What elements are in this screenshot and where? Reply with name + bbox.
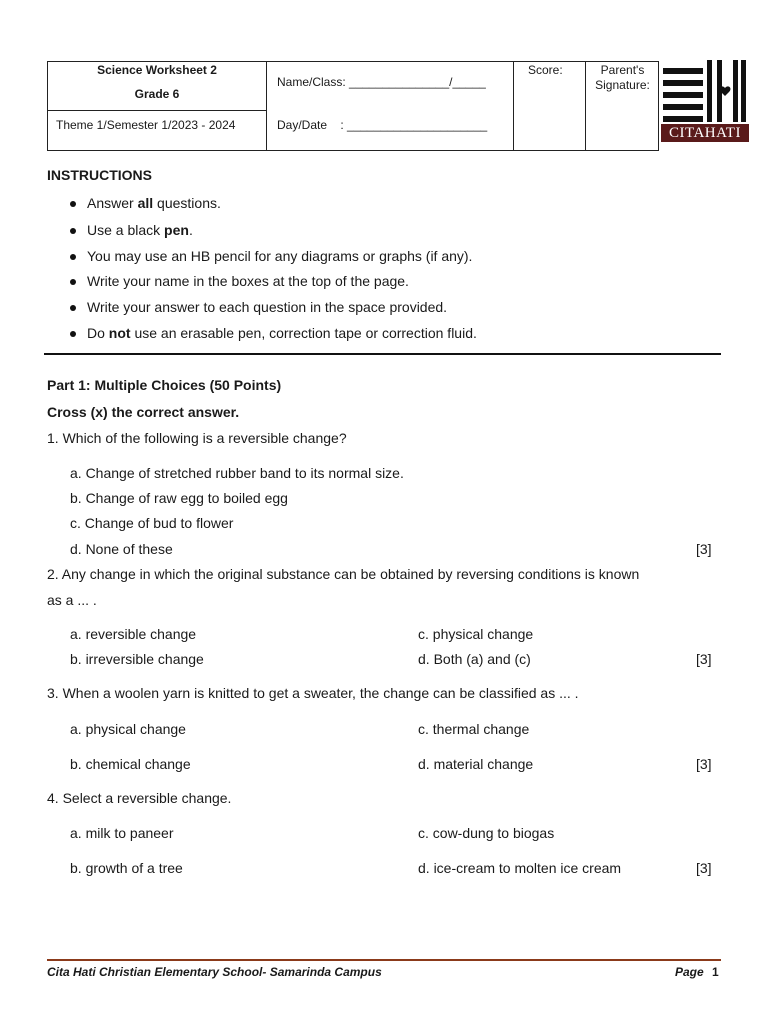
bullet-icon <box>70 279 76 285</box>
instruction-item: Answer all questions. <box>87 195 221 211</box>
instruction-item: Write your answer to each question in the space provided. <box>87 299 448 315</box>
q1-option-c[interactable]: c. Change of bud to flower <box>70 515 234 531</box>
footer-page-label: Page <box>675 965 704 979</box>
question-2-line1: 2. Any change in which the original substance can be obtained by reversing conditions is known <box>47 566 640 582</box>
school-logo <box>661 58 749 144</box>
bullet-icon <box>70 228 76 234</box>
footer-school: Cita Hati Christian Elementary School- Samarinda Campus <box>47 965 382 979</box>
section-divider <box>44 353 721 355</box>
q1-option-b[interactable]: b. Change of raw egg to boiled egg <box>70 490 288 506</box>
header-table <box>47 61 659 151</box>
q3-option-c[interactable]: c. thermal change <box>418 721 530 737</box>
part1-subtitle: Cross (x) the correct answer. <box>47 404 240 420</box>
bullet-icon <box>70 305 76 311</box>
worksheet-title: Science Worksheet 2 <box>97 63 217 77</box>
q2-marks: [3] <box>696 651 712 667</box>
q1-option-d[interactable]: d. None of these <box>70 541 173 557</box>
question-3: 3. When a woolen yarn is knitted to get a sweater, the change can be classified as ... . <box>47 685 579 701</box>
q4-option-d[interactable]: d. ice-cream to molten ice cream <box>418 860 622 876</box>
q2-option-c[interactable]: c. physical change <box>418 626 534 642</box>
q1-option-a[interactable]: a. Change of stretched rubber band to its normal size. <box>70 465 404 481</box>
q4-marks: [3] <box>696 860 712 876</box>
q1-marks: [3] <box>696 541 712 557</box>
parent-signature-label-2: Signature: <box>595 78 650 92</box>
q2-option-a[interactable]: a. reversible change <box>70 626 197 642</box>
q4-option-c[interactable]: c. cow-dung to biogas <box>418 825 555 841</box>
instruction-item: Do not use an erasable pen, correction tape or correction fluid. <box>87 325 477 341</box>
day-date-field[interactable]: Day/Date : _____________________ <box>277 118 488 132</box>
footer-page-number: 1 <box>712 965 719 979</box>
part1-title: Part 1: Multiple Choices (50 Points) <box>47 377 282 393</box>
q3-marks: [3] <box>696 756 712 772</box>
bullet-icon <box>70 201 76 207</box>
q4-option-b[interactable]: b. growth of a tree <box>70 860 183 876</box>
grade-label: Grade 6 <box>134 87 180 101</box>
question-4: 4. Select a reversible change. <box>47 790 232 806</box>
instructions-heading: INSTRUCTIONS <box>47 167 152 183</box>
q2-option-d[interactable]: d. Both (a) and (c) <box>418 651 531 667</box>
question-1: 1. Which of the following is a reversible change? <box>47 430 347 446</box>
q2-option-b[interactable]: b. irreversible change <box>70 651 204 667</box>
theme-label: Theme 1/Semester 1/2023 - 2024 <box>56 118 236 132</box>
score-box: Score: <box>528 63 563 77</box>
bullet-icon <box>70 254 76 260</box>
instruction-item: You may use an HB pencil for any diagrams or graphs (if any). <box>87 248 473 264</box>
instruction-item: Use a black pen. <box>87 222 193 238</box>
q3-option-a[interactable]: a. physical change <box>70 721 186 737</box>
q4-option-a[interactable]: a. milk to paneer <box>70 825 174 841</box>
logo-text: CITAHATI <box>669 125 741 141</box>
q3-option-d[interactable]: d. material change <box>418 756 534 772</box>
name-class-field[interactable]: Name/Class: _______________/_____ <box>277 75 486 89</box>
footer-rule <box>47 959 721 961</box>
parent-signature-label-1: Parent's <box>600 63 645 77</box>
question-2-line2: as a ... . <box>47 592 97 608</box>
instruction-item: Write your name in the boxes at the top of the page. <box>87 273 409 289</box>
bullet-icon <box>70 331 76 337</box>
q3-option-b[interactable]: b. chemical change <box>70 756 191 772</box>
